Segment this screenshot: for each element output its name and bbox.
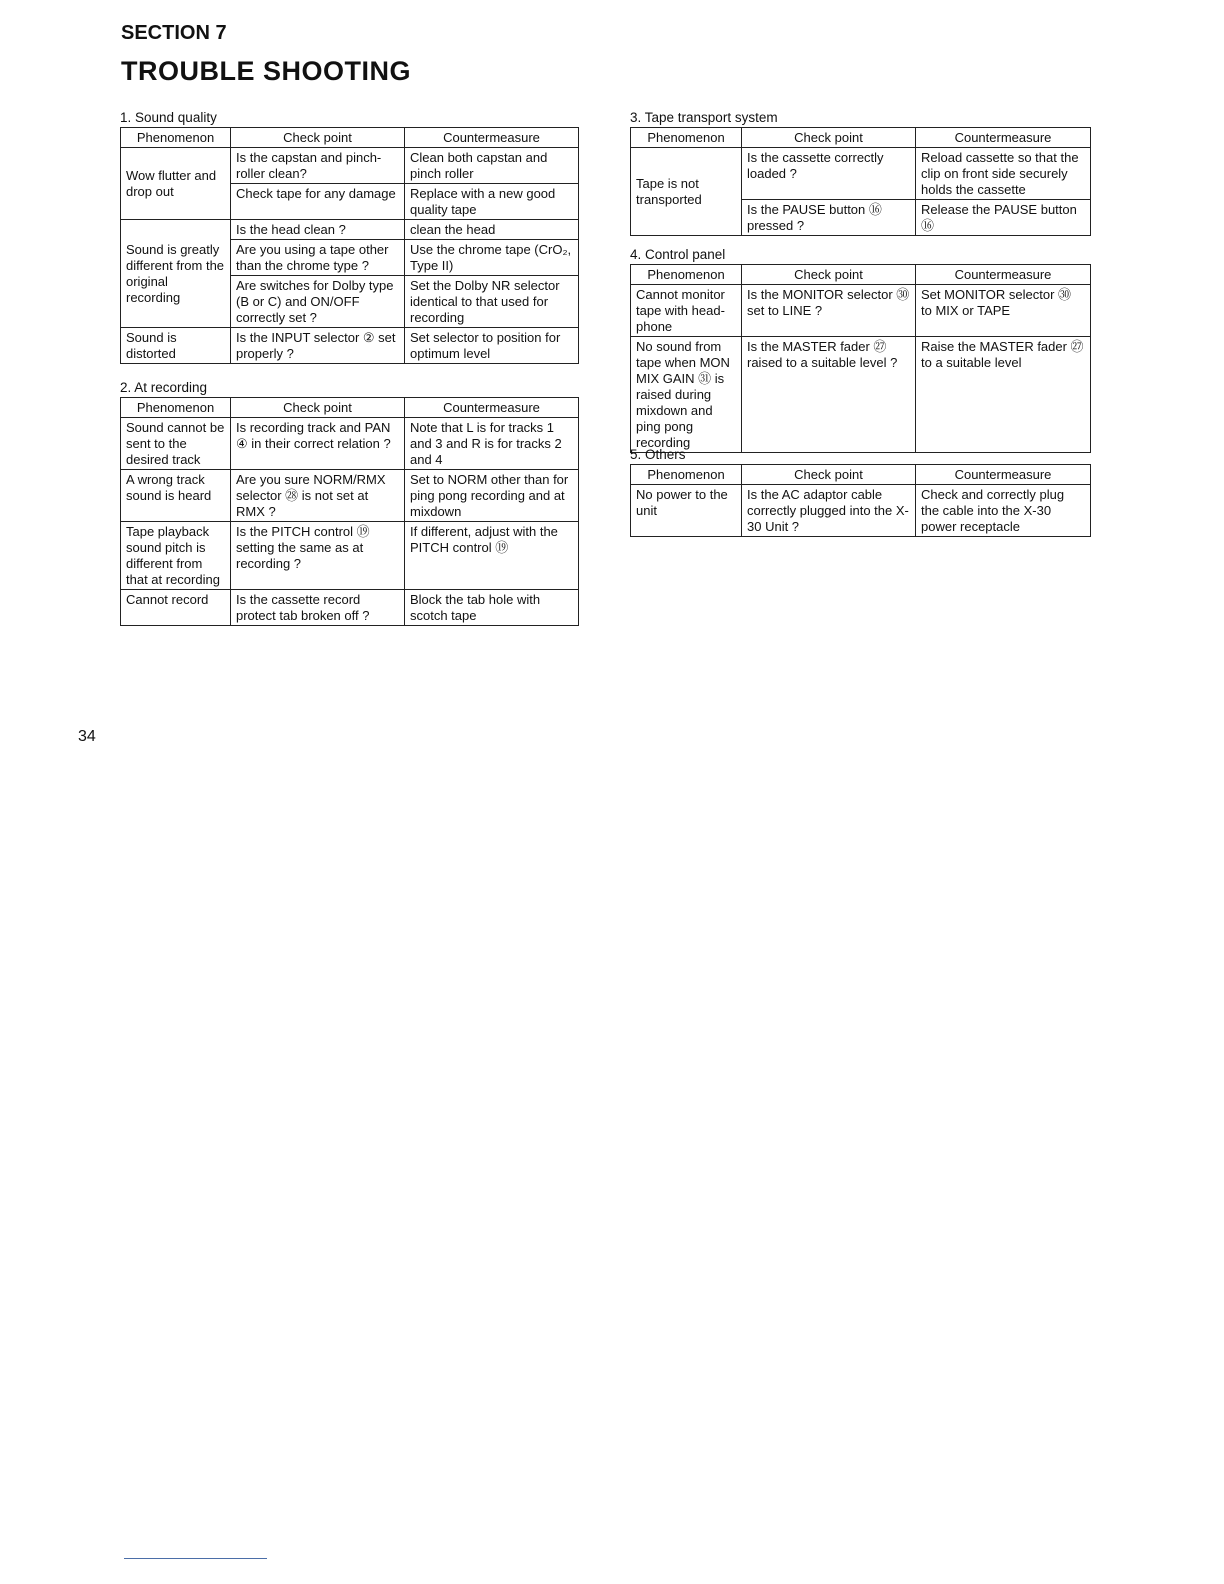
phenomenon-cell: Sound is greatly different from the original recording xyxy=(121,220,231,328)
column-header: Countermeasure xyxy=(405,128,579,148)
phenomenon-cell: Cannot monitor tape with head-phone xyxy=(631,285,742,337)
counter-cell: Set the Dolby NR selector identical to that used for recording xyxy=(405,276,579,328)
phenomenon-cell: Tape is not transported xyxy=(631,148,742,236)
check-cell: Is the MONITOR selector ㉚ set to LINE ? xyxy=(742,285,916,337)
section-heading: 2. At recording xyxy=(120,380,208,395)
column-header: Check point xyxy=(742,465,916,485)
column-header: Phenomenon xyxy=(631,128,742,148)
section-heading: 5. Others xyxy=(630,447,686,462)
table-row xyxy=(631,485,1091,537)
others-section xyxy=(630,447,1091,537)
counter-cell: Block the tab hole with scotch tape xyxy=(405,590,579,626)
counter-cell: Set to NORM other than for ping pong recording and at mixdown xyxy=(405,470,579,522)
footer-rule xyxy=(124,1558,267,1559)
check-cell: Is the AC adaptor cable correctly plugged into the X-30 Unit ? xyxy=(742,485,916,537)
check-cell: Is the PITCH control ⑲ setting the same as at recording ? xyxy=(231,522,405,590)
at-recording-table xyxy=(120,397,579,626)
table-header-row xyxy=(631,265,1091,285)
table-row xyxy=(121,522,579,590)
column-header: Check point xyxy=(231,398,405,418)
column-header: Countermeasure xyxy=(916,128,1091,148)
check-cell: Is the INPUT selector ② set properly ? xyxy=(231,328,405,364)
phenomenon-cell: Tape playback sound pitch is different from that at recording xyxy=(121,522,231,590)
check-cell: Is recording track and PAN ④ in their correct relation ? xyxy=(231,418,405,470)
tape-transport-section xyxy=(630,110,1091,236)
phenomenon-cell: Sound cannot be sent to the desired track xyxy=(121,418,231,470)
table-row xyxy=(631,337,1091,453)
section-heading: 4. Control panel xyxy=(630,247,726,262)
page-title: TROUBLE SHOOTING xyxy=(121,56,411,86)
table-row xyxy=(631,148,1091,200)
column-header: Check point xyxy=(742,128,916,148)
at-recording-section xyxy=(120,380,579,626)
counter-cell: Release the PAUSE button ⑯ xyxy=(916,200,1091,236)
check-cell: Check tape for any damage xyxy=(231,184,405,220)
column-header: Countermeasure xyxy=(916,465,1091,485)
table-row xyxy=(121,470,579,522)
phenomenon-cell: Cannot record xyxy=(121,590,231,626)
table-row xyxy=(631,285,1091,337)
column-header: Check point xyxy=(231,128,405,148)
column-header: Phenomenon xyxy=(121,398,231,418)
table-header-row xyxy=(631,128,1091,148)
phenomenon-cell: No power to the unit xyxy=(631,485,742,537)
counter-cell: Use the chrome tape (CrO₂, Type II) xyxy=(405,240,579,276)
counter-cell: Raise the MASTER fader ㉗ to a suitable level xyxy=(916,337,1091,453)
phenomenon-cell: Wow flutter and drop out xyxy=(121,148,231,220)
tape-transport-table xyxy=(630,127,1091,236)
phenomenon-cell: No sound from tape when MON MIX GAIN ㉛ is raised during mixdown and ping pong recording xyxy=(631,337,742,453)
table-row xyxy=(121,328,579,364)
sound-quality-table xyxy=(120,127,579,364)
section-heading: 1. Sound quality xyxy=(120,110,217,125)
column-header: Phenomenon xyxy=(631,265,742,285)
table-row xyxy=(121,148,579,184)
column-header: Phenomenon xyxy=(631,465,742,485)
check-cell: Is the head clean ? xyxy=(231,220,405,240)
section-label: SECTION 7 xyxy=(121,22,227,44)
page-number: 34 xyxy=(78,728,96,745)
counter-cell: Reload cassette so that the clip on front side securely holds the cassette xyxy=(916,148,1091,200)
column-header: Check point xyxy=(742,265,916,285)
table-row xyxy=(121,220,579,240)
others-table xyxy=(630,464,1091,537)
table-header-row xyxy=(121,398,579,418)
sound-quality-section xyxy=(120,110,579,364)
counter-cell: If different, adjust with the PITCH control ⑲ xyxy=(405,522,579,590)
counter-cell: Check and correctly plug the cable into the X-30 power receptacle xyxy=(916,485,1091,537)
check-cell: Is the cassette correctly loaded ? xyxy=(742,148,916,200)
check-cell: Are you sure NORM/RMX selector ㉘ is not set at RMX ? xyxy=(231,470,405,522)
control-panel-section xyxy=(630,247,1091,453)
counter-cell: Clean both capstan and pinch roller xyxy=(405,148,579,184)
table-header-row xyxy=(631,465,1091,485)
column-header: Countermeasure xyxy=(916,265,1091,285)
check-cell: Are you using a tape other than the chrome type ? xyxy=(231,240,405,276)
counter-cell: Set selector to position for optimum level xyxy=(405,328,579,364)
phenomenon-cell: A wrong track sound is heard xyxy=(121,470,231,522)
counter-cell: Note that L is for tracks 1 and 3 and R is for tracks 2 and 4 xyxy=(405,418,579,470)
table-row xyxy=(121,418,579,470)
check-cell: Is the capstan and pinch-roller clean? xyxy=(231,148,405,184)
check-cell: Is the PAUSE button ⑯ pressed ? xyxy=(742,200,916,236)
counter-cell: clean the head xyxy=(405,220,579,240)
counter-cell: Set MONITOR selector ㉚ to MIX or TAPE xyxy=(916,285,1091,337)
column-header: Countermeasure xyxy=(405,398,579,418)
control-panel-table xyxy=(630,264,1091,453)
table-row xyxy=(121,590,579,626)
check-cell: Is the cassette record protect tab broken off ? xyxy=(231,590,405,626)
table-header-row xyxy=(121,128,579,148)
column-header: Phenomenon xyxy=(121,128,231,148)
counter-cell: Replace with a new good quality tape xyxy=(405,184,579,220)
phenomenon-cell: Sound is distorted xyxy=(121,328,231,364)
check-cell: Are switches for Dolby type (B or C) and ON/OFF correctly set ? xyxy=(231,276,405,328)
section-heading: 3. Tape transport system xyxy=(630,110,778,125)
check-cell: Is the MASTER fader ㉗ raised to a suitable level ? xyxy=(742,337,916,453)
